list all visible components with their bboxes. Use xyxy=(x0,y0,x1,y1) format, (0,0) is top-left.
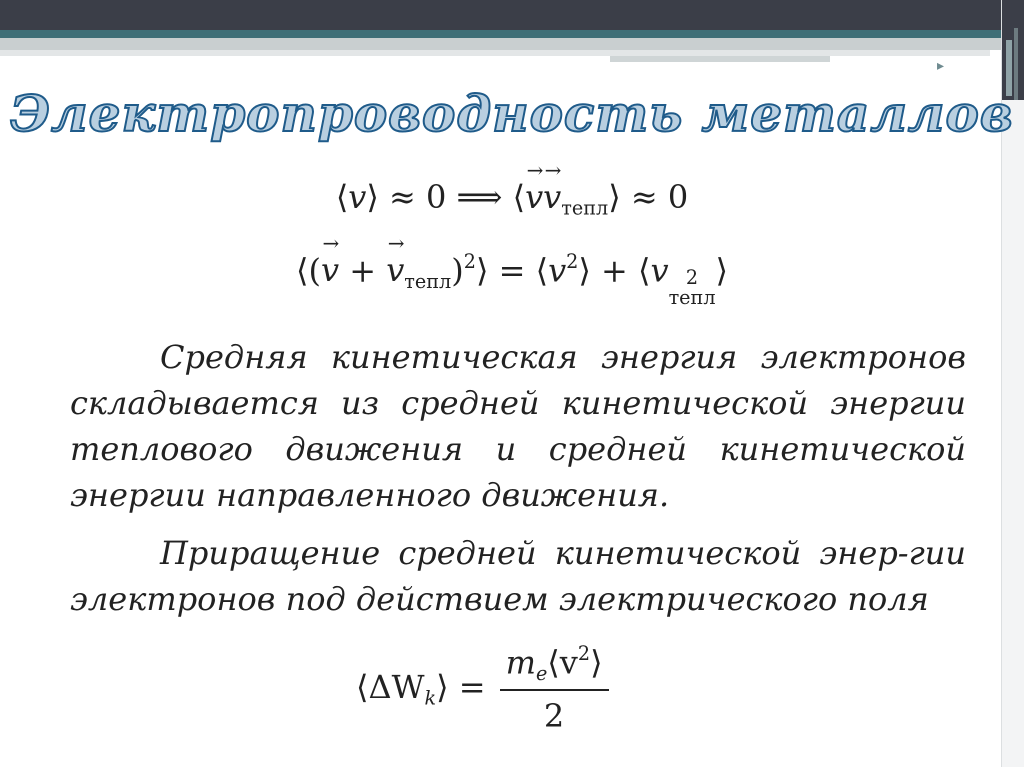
caret-icon: ▸ xyxy=(937,58,945,74)
formula-square-sum: ⟨(→ v + → $v_{тепл})^2⟩$ = $⟨v^2⟩$ + ⟨v 2 тепл ⟩ xyxy=(0,250,1024,307)
header-band xyxy=(0,38,1010,50)
fraction-numerator: $m_e⟨v^2⟩$ xyxy=(500,642,609,691)
paragraph-kinetic-energy: Средняя кинетическая энергия электронов складывается из средней кинетической энергии теплового движения и средней кинетической энергии направленного движения. xyxy=(70,338,966,514)
paragraph-energy-increment: Приращение средней кинетической энер-гии электронов под действием электрического поля xyxy=(70,534,966,618)
header-bar xyxy=(0,0,1024,30)
header-band-light xyxy=(0,50,990,56)
slide-title: Электропроводность металлов xyxy=(10,84,1014,143)
formula-energy-increment: $⟨\Delta W_k⟩$ = $\frac{m_e⟨v^2⟩}{2}$ xyxy=(356,642,609,735)
fraction xyxy=(500,642,609,735)
header-accent-line xyxy=(0,30,1024,38)
fraction-denominator: 2 xyxy=(543,697,565,736)
formula-average-velocity: ⟨v⟩ ≈ 0 ⟹ ⟨→ $v\to v_{тепл}⟩ \approx 0$ xyxy=(0,178,1024,220)
header-band-segment xyxy=(610,56,830,62)
